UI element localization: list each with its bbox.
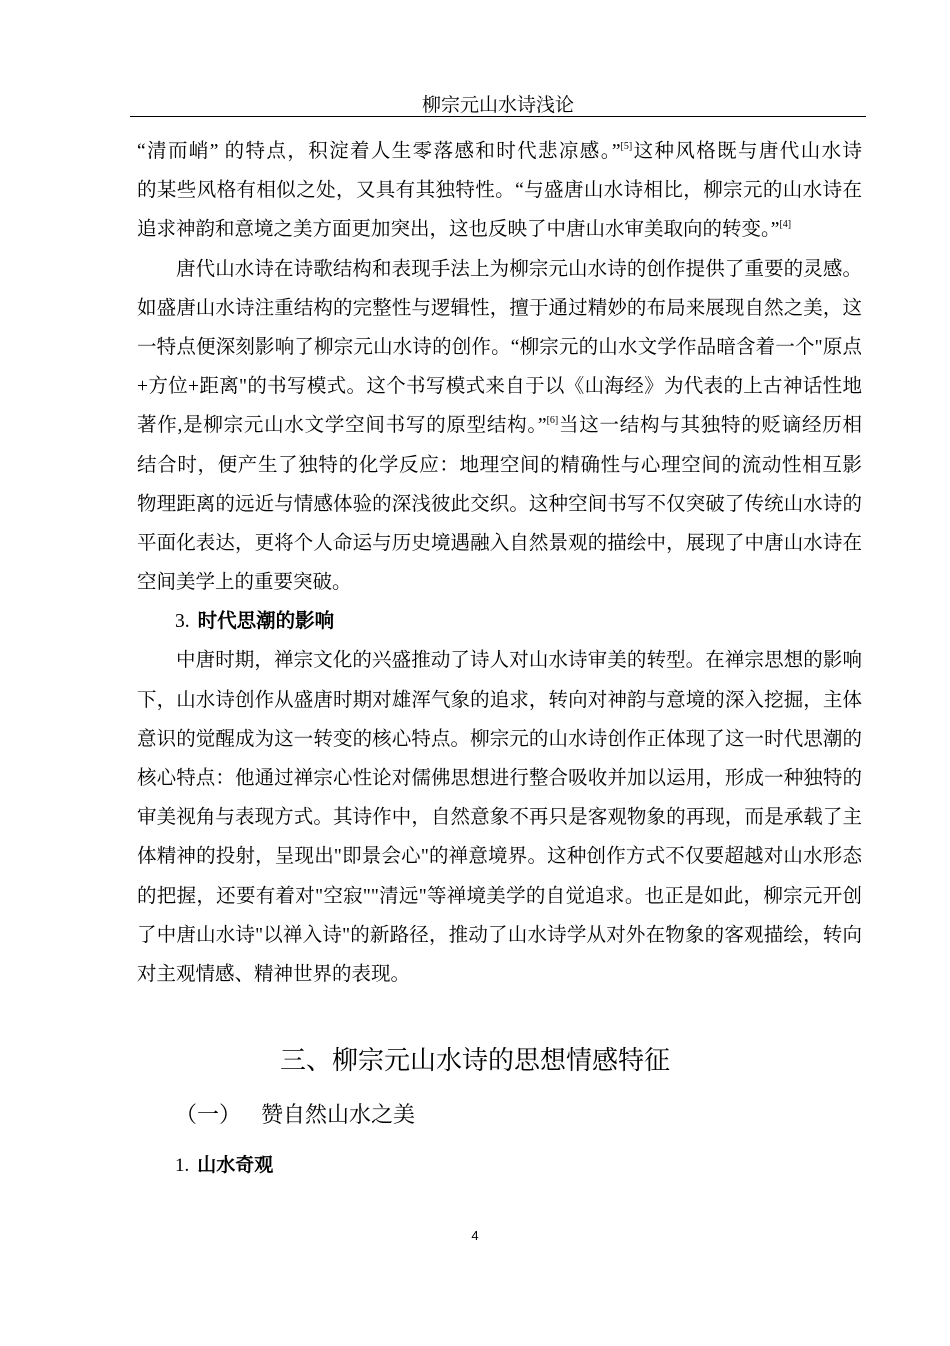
citation-ref: [4] — [779, 219, 792, 231]
text-line: 一特点便深刻影响了柳宗元山水诗的创作。“柳宗元的山水文学作品暗含着一个"原点 — [137, 336, 862, 358]
section-title: 三、柳宗元山水诗的思想情感特征 — [279, 1045, 670, 1075]
body-text — [137, 132, 862, 994]
page-number: 4 — [471, 1228, 479, 1243]
subsection-text: 赞自然山水之美 — [261, 1102, 416, 1127]
text-line: 空间美学上的重要突破。 — [137, 572, 352, 594]
text-line: 了中唐山水诗"以禅入诗"的新路径，推动了山水诗学从对外在物象的客观描绘，转向 — [137, 924, 862, 946]
text-line: 对主观情感、精神世界的表现。 — [137, 963, 411, 985]
subsection-number: （一） — [175, 1102, 242, 1127]
text-line: 唐代山水诗在诗歌结构和表现手法上为柳宗元山水诗的创作提供了重要的灵感。 — [176, 258, 862, 280]
header-rule — [130, 116, 866, 117]
citation-ref: [6] — [546, 415, 559, 427]
text-line: 结合时，便产生了独特的化学反应：地理空间的精确性与心理空间的流动性相互影 — [137, 454, 862, 476]
heading-text: 时代思潮的影响 — [197, 610, 335, 633]
running-header: 柳宗元山水诗浅论 — [421, 95, 574, 116]
text-line: 意识的觉醒成为这一转变的核心特点。柳宗元的山水诗创作正体现了这一时代思潮的 — [137, 728, 862, 750]
text-line: 体精神的投射，呈现出"即景会心"的禅意境界。这种创作方式不仅要超越对山水形态 — [137, 846, 862, 868]
text-line: “清而峭” 的特点，积淀着人生零落感和时代悲凉感。”[5]这种风格既与唐代山水诗 — [137, 141, 862, 162]
item-number: 1. — [175, 1155, 190, 1176]
text-line: 核心特点：他通过禅宗心性论对儒佛思想进行整合吸收并加以运用，形成一种独特的 — [137, 768, 862, 789]
text-line: 中唐时期，禅宗文化的兴盛推动了诗人对山水诗审美的转型。在禅宗思想的影响 — [176, 650, 862, 672]
subsection-heading — [137, 602, 862, 641]
text-line: 著作,是柳宗元山水文学空间书写的原型结构。”[6]当这一结构与其独特的贬谪经历相 — [137, 415, 862, 437]
text-line: 审美视角与表现方式。其诗作中，自然意象不再只是客观物象的再现，而是承载了主 — [137, 807, 862, 829]
text-line: 的把握，还要有着对"空寂""清远"等禅境美学的自觉追求。也正是如此，柳宗元开创 — [137, 885, 862, 907]
text-line: 下，山水诗创作从盛唐时期对雄浑气象的追求，转向对神韵与意境的深入挖掘，主体 — [137, 689, 862, 711]
item-heading — [175, 1150, 273, 1177]
heading-number: 3. — [175, 611, 190, 633]
text-line: 物理距离的远近与情感体验的深浅彼此交织。这种空间书写不仅突破了传统山水诗的 — [137, 493, 862, 515]
subsection-title — [175, 1098, 415, 1129]
text-line: +方位+距离"的书写模式。这个书写模式来自于以《山海经》为代表的上古神话性地 — [137, 376, 862, 398]
text-line: 平面化表达，更将个人命运与历史境遇融入自然景观的描绘中，展现了中唐山水诗在 — [137, 532, 862, 554]
item-text: 山水奇观 — [197, 1155, 274, 1176]
text-line: 如盛唐山水诗注重结构的完整性与逻辑性，擅于通过精妙的布局来展现自然之美，这 — [137, 297, 862, 319]
text-line: 追求神韵和意境之美方面更加突出，这也反映了中唐山水审美取向的转变。”[4] — [137, 219, 792, 241]
citation-ref: [5] — [620, 141, 633, 152]
text-line: 的某些风格有相似之处，又具有其独特性。“与盛唐山水诗相比，柳宗元的山水诗在 — [137, 180, 862, 202]
